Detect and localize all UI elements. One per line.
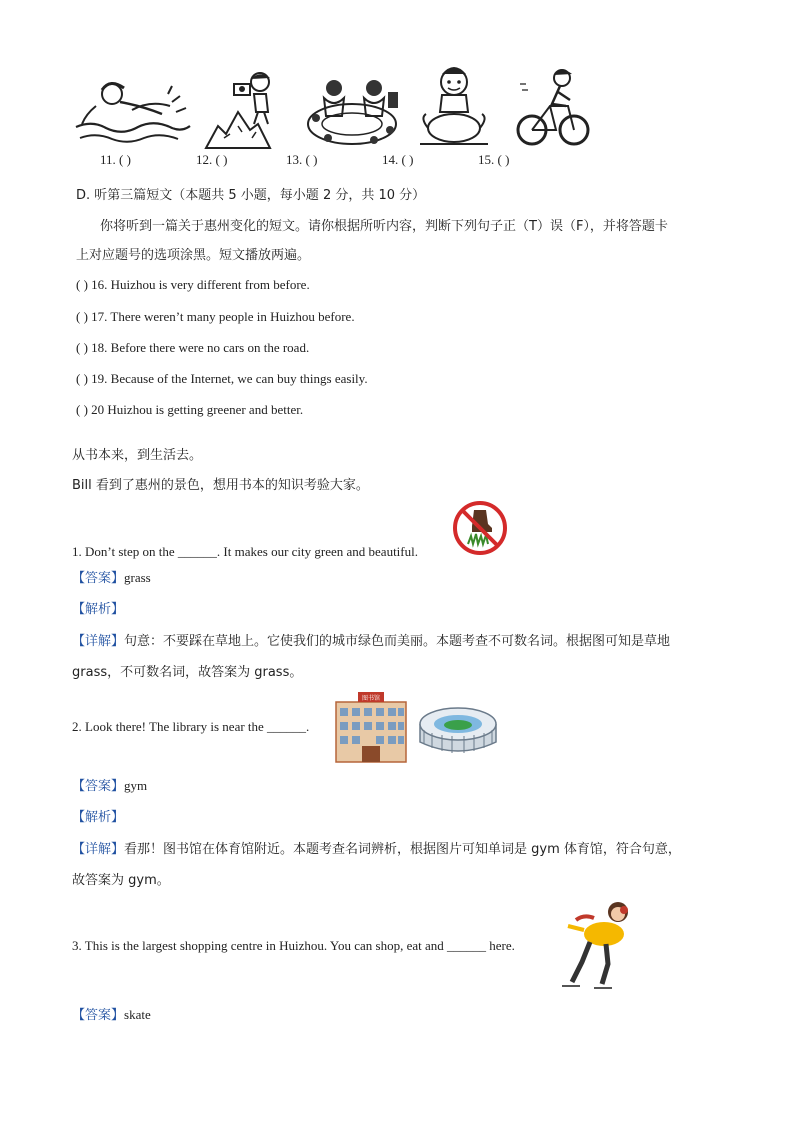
question-2: 2. Look there! The library is near the ______.	[72, 719, 310, 734]
answer-text: grass	[124, 570, 151, 585]
question-1: 1. Don’t step on the ______. It makes our city green and beautiful.	[72, 544, 418, 559]
cycling-picture	[516, 66, 590, 148]
q1-analysis-tag: 【解析】	[72, 602, 125, 617]
family-picnic-picture	[304, 68, 400, 148]
library-building-picture	[334, 692, 408, 764]
gym-stadium-picture	[416, 700, 500, 758]
picture-label-12: 12. ( )	[196, 152, 228, 167]
tf-item-17: ( ) 17. There weren’t many people in Huizhou before.	[76, 309, 355, 324]
picture-label-13: 13. ( )	[286, 152, 318, 167]
section-d-instruction-2: 上对应题号的选项涂黑。短文播放两遍。	[76, 248, 311, 263]
section-d-heading: D. 听第三篇短文（本题共 5 小题，每小题 2 分，共 10 分）	[76, 188, 426, 203]
intro-line-1: 从书本来，到生活去。	[72, 448, 203, 463]
tf-item-19: ( ) 19. Because of the Internet, we can buy things easily.	[76, 371, 368, 386]
q2-detail-line-2: 故答案为 gym。	[72, 873, 170, 888]
answer-tag: 【答案】	[72, 571, 125, 586]
q2-analysis-tag: 【解析】	[72, 810, 125, 825]
picture-label-11: 11. ( )	[100, 152, 131, 167]
picture-label-15: 15. ( )	[478, 152, 510, 167]
no-stepping-on-grass-sign	[452, 500, 508, 556]
q2-detail-line-1: 【详解】看那！图书馆在体育馆附近。本题考查名词辨析，根据图片可知单词是 gym 体育馆，符合句意，	[72, 842, 681, 857]
swimming-picture	[72, 72, 192, 150]
q1-answer	[72, 567, 151, 587]
ice-skater-picture	[554, 896, 640, 992]
q2-answer: 【答案】gym	[72, 778, 148, 794]
q3-answer: 【答案】skate	[72, 1007, 151, 1023]
q1-detail-line-1: 【详解】句意：不要踩在草地上。它使我们的城市绿色而美丽。本题考查不可数名词。根据图可知是草地	[72, 634, 671, 649]
photographing-picture	[204, 68, 282, 150]
svg-text:图书馆: 图书馆	[361, 695, 381, 702]
detail-tag: 【详解】	[72, 634, 125, 649]
picture-label-14: 14. ( )	[382, 152, 414, 167]
question-3: 3. This is the largest shopping centre in Huizhou. You can shop, eat and ______ here.	[72, 938, 515, 953]
turkey-dinner-picture	[416, 62, 492, 150]
intro-line-2: Bill 看到了惠州的景色，想用书本的知识考验大家。	[72, 478, 369, 493]
q1-detail-line-2: grass，不可数名词，故答案为 grass。	[72, 665, 303, 680]
tf-item-16: ( ) 16. Huizhou is very different from before.	[76, 277, 310, 292]
tf-item-18: ( ) 18. Before there were no cars on the road.	[76, 340, 310, 355]
tf-item-20: ( ) 20 Huizhou is getting greener and better.	[76, 402, 304, 417]
section-d-instruction-1: 你将听到一篇关于惠州变化的短文。请你根据所听内容，判断下列句子正（T）误（F），并将答题卡	[100, 219, 668, 234]
